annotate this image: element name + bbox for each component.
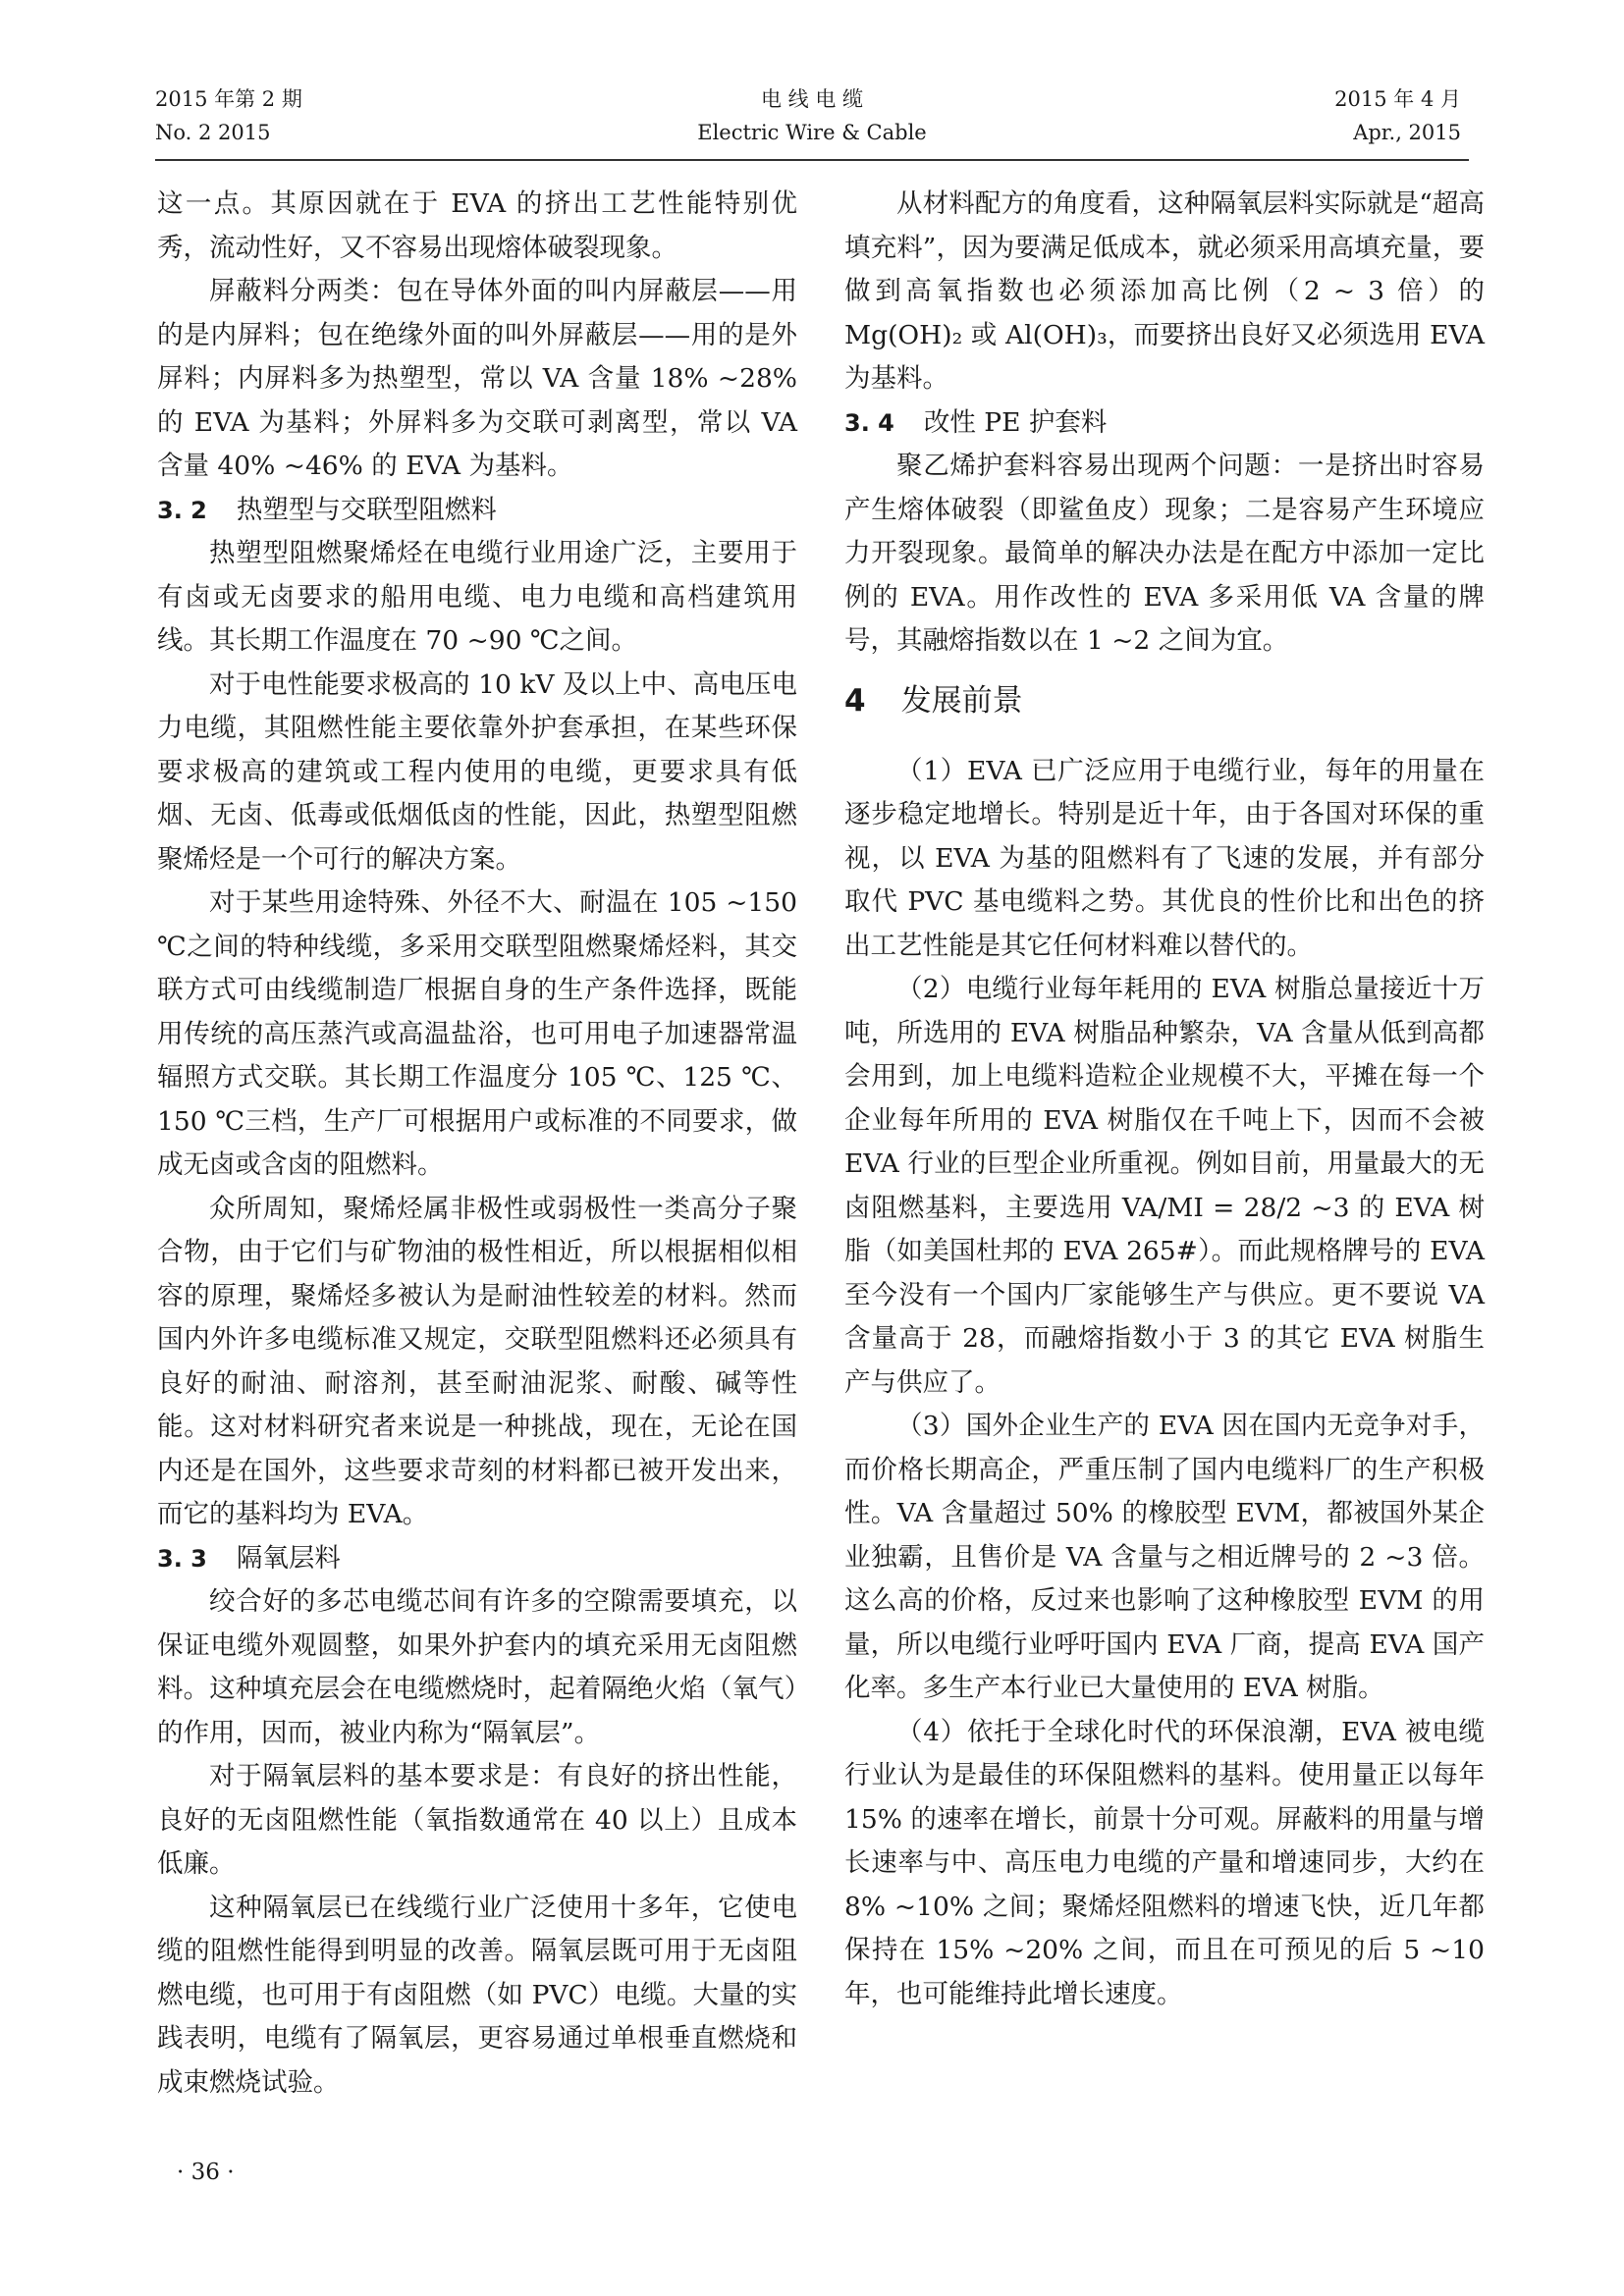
right-column — [844, 183, 1485, 2016]
paragraph: 对于隔氧层料的基本要求是：有良好的挤出性能，良好的无卤阻燃性能（氧指数通常在 40 以上）且成本低廉。 — [157, 1761, 797, 1879]
header-journal-en: Electric Wire & Cable — [697, 121, 927, 144]
left-column — [157, 183, 797, 2105]
header-date-en: Apr., 2015 — [1353, 121, 1461, 144]
paragraph: 这一点。其原因就在于 EVA 的挤出工艺性能特别优秀，流动性好，又不容易出现熔体破裂现象。 — [157, 188, 797, 263]
header-date-cn: 2015 年 4 月 — [1334, 87, 1461, 111]
paragraph: 屏蔽料分两类：包在导体外面的叫内屏蔽层——用的是内屏料；包在绝缘外面的叫外屏蔽层——用的是外屏料；内屏料多为热塑型，常以 VA 含量 18% ~28% 的 EVA 为基料；外屏料多为交联可剥离型，常以 VA 含量 40% ~46% 的 EVA 为基料。 — [157, 276, 797, 481]
section-heading-3-3 — [157, 1537, 797, 1581]
paragraph: 众所周知，聚烯烃属非极性或弱极性一类高分子聚合物，由于它们与矿物油的极性相近，所以根据相似相容的原理，聚烯烃多被认为是耐油性较差的材料。然而国内外许多电缆标准又规定，交联型阻燃料还必须具有良好的耐油、耐溶剂，甚至耐油泥浆、耐酸、碱等性能。这对材料研究者来说是一种挑战，现在，无论在国内还是在国外，这些要求苛刻的材料都已被开发出来，而它的基料均为 EVA。 — [157, 1193, 797, 1529]
paragraph: （3）国外企业生产的 EVA 因在国内无竞争对手，而价格长期高企，严重压制了国内电缆料厂的生产积极性。VA 含量超过 50% 的橡胶型 EVM，都被国外某企业独霸，且售价是 VA 含量与之相近牌号的 2 ~3 倍。这么高的价格，反过来也影响了这种橡胶型 EVM 的用量，所以电缆行业呼吁国内 EVA 厂商，提高 EVA 国产化率。多生产本行业已大量使用的 EVA 树脂。 — [844, 1411, 1485, 1703]
header-issue-cn: 2015 年第 2 期 — [155, 87, 302, 111]
section-number: 4 — [844, 682, 866, 719]
paragraph: 绞合好的多芯电缆芯间有许多的空隙需要填充，以保证电缆外观圆整，如果外护套内的填充采用无卤阻燃料。这种填充层会在电缆燃烧时，起着隔绝火焰（氧气）的作用，因而，被业内称为“隔氧层”。 — [157, 1586, 797, 1748]
header-date — [1334, 82, 1461, 149]
section-heading-4 — [844, 679, 1485, 722]
header-rule — [155, 159, 1469, 161]
section-number: 3. 3 — [157, 1544, 207, 1573]
page-number: · 36 · — [177, 2160, 235, 2185]
section-heading-3-2 — [157, 489, 797, 533]
section-title: 热塑型与交联型阻燃料 — [236, 494, 497, 525]
paragraph: 这种隔氧层已在线缆行业广泛使用十多年，它使电缆的阻燃性能得到明显的改善。隔氧层既可用于无卤阻燃电缆，也可用于有卤阻燃（如 PVC）电缆。大量的实践表明，电缆有了隔氧层，更容易通过单根垂直燃烧和成束燃烧试验。 — [157, 1892, 797, 2098]
header-issue-en: No. 2 2015 — [155, 121, 271, 144]
paragraph: 从材料配方的角度看，这种隔氧层料实际就是“超高填充料”，因为要满足低成本，就必须采用高填充量，要做到高氧指数也必须添加高比例（2 ~ 3 倍）的 Mg(OH)₂ 或 Al(OH)₃，而要挤出良好又必须选用 EVA 为基料。 — [844, 188, 1485, 394]
paragraph: 对于某些用途特殊、外径不大、耐温在 105 ~150 ℃之间的特种线缆，多采用交联型阻燃聚烯烃料，其交联方式可由线缆制造厂根据自身的生产条件选择，既能用传统的高压蒸汽或高温盐浴，也可用电子加速器常温辐照方式交联。其长期工作温度分 105 ℃、125 ℃、150 ℃三档，生产厂可根据用户或标准的不同要求，做成无卤或含卤的阻燃料。 — [157, 887, 797, 1180]
section-number: 3. 4 — [844, 408, 894, 437]
section-title: 发展前景 — [900, 682, 1023, 719]
paragraph: （1）EVA 已广泛应用于电缆行业，每年的用量在逐步稳定地增长。特别是近十年，由于各国对环保的重视，以 EVA 为基的阻燃料有了飞速的发展，并有部分取代 PVC 基电缆料之势。其优良的性价比和出色的挤出工艺性能是其它任何材料难以替代的。 — [844, 755, 1485, 961]
section-title: 改性 PE 护套料 — [923, 406, 1108, 438]
paragraph: （2）电缆行业每年耗用的 EVA 树脂总量接近十万吨，所选用的 EVA 树脂品种繁杂，VA 含量从低到高都会用到，加上电缆料造粒企业规模不大，平摊在每一个企业每年所用的 EVA 树脂仅在千吨上下，因而不会被 EVA 行业的巨型企业所重视。例如目前，用量最大的无卤阻燃基料，主要选用 VA/MI = 28/2 ~3 的 EVA 树脂（如美国杜邦的 EVA 265#）。而此规格牌号的 EVA 至今没有一个国内厂家能够生产与供应。更不要说 VA 含量高于 28，而融熔指数小于 3 的其它 EVA 树脂生产与供应了。 — [844, 974, 1485, 1398]
paragraph: 对于电性能要求极高的 10 kV 及以上中、高电压电力电缆，其阻燃性能主要依靠外护套承担，在某些环保要求极高的建筑或工程内使用的电缆，更要求具有低烟、无卤、低毒或低烟低卤的性能，因此，热塑型阻燃聚烯烃是一个可行的解决方案。 — [157, 668, 797, 875]
paragraph: 热塑型阻燃聚烯烃在电缆行业用途广泛，主要用于有卤或无卤要求的船用电缆、电力电缆和高档建筑用线。其长期工作温度在 70 ~90 ℃之间。 — [157, 538, 797, 656]
section-heading-3-4 — [844, 401, 1485, 446]
paragraph: （4）依托于全球化时代的环保浪潮，EVA 被电缆行业认为是最佳的环保阻燃料的基料。使用量正以每年 15% 的速率在增长，前景十分可观。屏蔽料的用量与增长速率与中、高压电力电缆的产量和增速同步，大约在 8% ~10% 之间；聚烯烃阻燃料的增速飞快，近几年都保持在 15% ~20% 之间，而且在可预见的后 5 ~10 年，也可能维持此增长速度。 — [844, 1716, 1485, 2009]
paragraph: 聚乙烯护套料容易出现两个问题：一是挤出时容易产生熔体破裂（即鲨鱼皮）现象；二是容易产生环境应力开裂现象。最简单的解决办法是在配方中添加一定比例的 EVA。用作改性的 EVA 多采用低 VA 含量的牌号，其融熔指数以在 1 ~2 之间为宜。 — [844, 451, 1485, 656]
section-number: 3. 2 — [157, 496, 207, 524]
section-title: 隔氧层料 — [236, 1542, 341, 1574]
header-journal-cn: 电 线 电 缆 — [760, 87, 864, 111]
